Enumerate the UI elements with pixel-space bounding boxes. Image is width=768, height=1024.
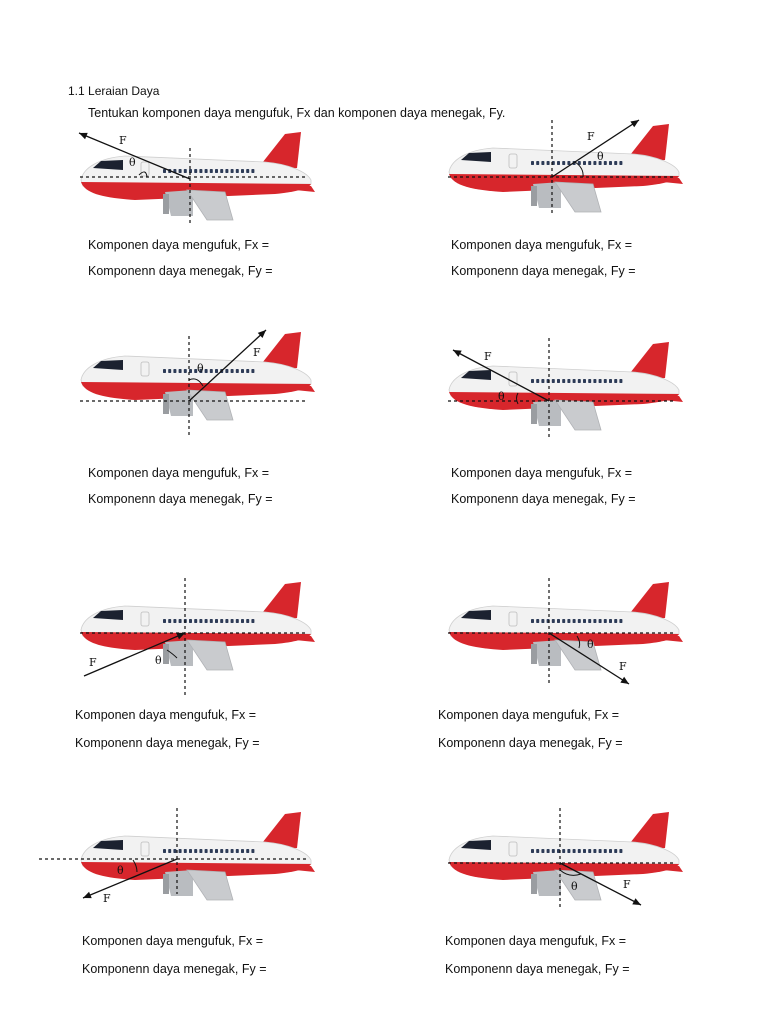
force-label: F [89, 656, 97, 669]
force-diagram [443, 338, 703, 458]
airplane-icon [81, 132, 315, 220]
fy-answer-line: Komponenn daya menegak, Fy = [451, 264, 636, 278]
fy-answer-line: Komponenn daya menegak, Fy = [438, 736, 623, 750]
fx-answer-line: Komponen daya mengufuk, Fx = [82, 934, 264, 948]
section-heading: 1.1 Leraian Daya [68, 84, 160, 98]
airplane-icon [449, 582, 683, 670]
force-label: F [619, 660, 627, 673]
force-diagram [443, 808, 703, 928]
force-label: F [623, 878, 631, 891]
fx-answer-line: Komponen daya mengufuk, Fx = [445, 934, 627, 948]
force-diagram [75, 808, 335, 928]
fx-answer-line: Komponen daya mengufuk, Fx = [438, 708, 620, 722]
force-label: F [103, 892, 111, 905]
fx-answer-line: Komponen daya mengufuk, Fx = [88, 466, 270, 480]
exercise-panel-q6 [438, 578, 768, 793]
angle-label: θ [129, 156, 136, 169]
force-label: F [484, 350, 492, 363]
fx-answer-line: Komponen daya mengufuk, Fx = [451, 238, 633, 252]
exercise-panel-q3 [75, 328, 415, 543]
force-label: F [587, 130, 595, 143]
force-diagram [75, 128, 335, 248]
fy-answer-line: Komponenn daya menegak, Fy = [88, 492, 273, 506]
force-label: F [253, 346, 261, 359]
exercise-panel-q5 [75, 578, 415, 793]
angle-label: θ [597, 150, 604, 163]
fy-answer-line: Komponenn daya menegak, Fy = [88, 264, 273, 278]
fy-answer-line: Komponenn daya menegak, Fy = [451, 492, 636, 506]
force-diagram [75, 328, 335, 448]
angle-label: θ [587, 638, 594, 651]
fy-answer-line: Komponenn daya menegak, Fy = [75, 736, 260, 750]
exercise-panel-q8 [443, 808, 768, 1023]
fy-answer-line: Komponenn daya menegak, Fy = [445, 962, 630, 976]
instruction-text: Tentukan komponen daya mengufuk, Fx dan komponen daya menegak, Fy. [88, 106, 506, 120]
angle-label: θ [197, 362, 204, 375]
angle-label: θ [117, 864, 124, 877]
airplane-icon [81, 582, 315, 670]
fy-answer-line: Komponenn daya menegak, Fy = [82, 962, 267, 976]
angle-label: θ [498, 390, 505, 403]
airplane-icon [81, 812, 315, 900]
exercise-panel-q1 [75, 128, 415, 343]
exercise-panel-q2 [443, 120, 768, 335]
angle-label: θ [571, 880, 578, 893]
force-diagram [443, 578, 703, 698]
airplane-icon [449, 812, 683, 900]
airplane-icon [81, 332, 315, 420]
exercise-panel-q4 [443, 338, 768, 553]
angle-label: θ [155, 654, 162, 667]
exercise-panel-q7 [75, 808, 415, 1023]
force-label: F [119, 134, 127, 147]
fx-answer-line: Komponen daya mengufuk, Fx = [451, 466, 633, 480]
fx-answer-line: Komponen daya mengufuk, Fx = [75, 708, 257, 722]
force-diagram [443, 120, 703, 240]
force-diagram [75, 578, 335, 698]
fx-answer-line: Komponen daya mengufuk, Fx = [88, 238, 270, 252]
